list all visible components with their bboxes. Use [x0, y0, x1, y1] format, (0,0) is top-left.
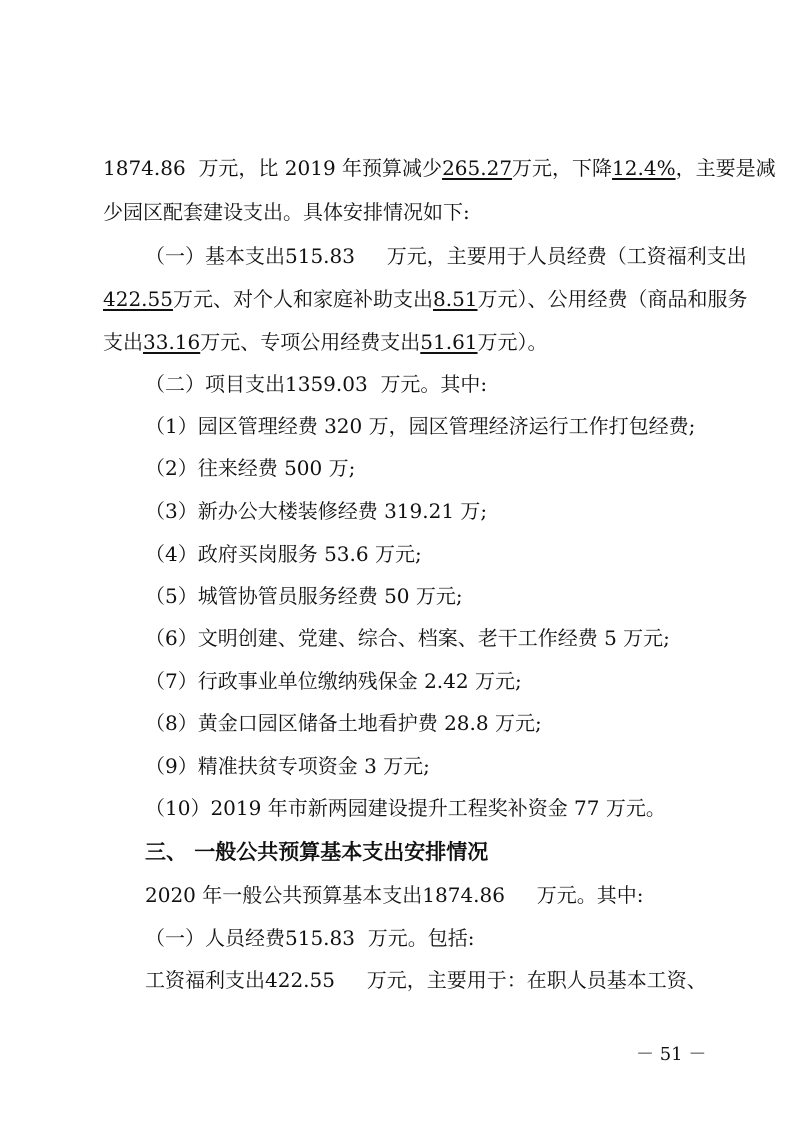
underlined-amount: 1874.86: [103, 156, 186, 180]
basic-expenditure-line: [145, 238, 793, 274]
underlined-amount: 515.83: [285, 244, 355, 268]
text-segment: 万元，主要用于人员经费（工资福利支出: [386, 244, 747, 268]
text-segment: 万元。包括:: [367, 926, 475, 950]
list-item: （10）2019 年市新两园建设提升工程奖补资金 77 万元。: [145, 796, 666, 820]
text-segment: 万元、专项公用经费支出: [200, 330, 421, 354]
text-segment: 万元）。: [477, 330, 548, 354]
list-item: （4）政府买岗服务 53.6 万元;: [145, 542, 422, 566]
project-expenditure-line: [145, 366, 793, 402]
page-number: － 51 －: [636, 1044, 707, 1065]
text-segment: （一）基本支出: [145, 244, 285, 268]
list-item: （6）文明创建、党建、综合、档案、老干工作经费 5 万元;: [145, 626, 670, 650]
underlined-amount: 422.55: [103, 287, 173, 311]
text-segment: 万元，主要用于：在职人员基本工资、: [366, 968, 707, 992]
section-heading: 三、 一般公共预算基本支出安排情况: [145, 840, 489, 864]
text-segment: 2020 年一般公共预算基本支出: [145, 883, 423, 907]
list-item: （2）往来经费 500 万;: [145, 456, 356, 480]
text-segment: ，主要是减: [675, 156, 776, 180]
personnel-expenditure-line: [145, 920, 793, 956]
paragraph-line-1: [103, 150, 793, 186]
list-item: （8）黄金口园区储备土地看护费 28.8 万元;: [145, 711, 542, 735]
underlined-amount: 1359.03: [285, 372, 368, 396]
basic-expenditure-total-line: [145, 877, 793, 913]
paragraph-line-2: 少园区配套建设支出。具体安排情况如下:: [103, 200, 470, 224]
paragraph-line-5: [103, 324, 793, 360]
underlined-amount: 265.27: [442, 156, 513, 180]
paragraph-line-4: [103, 281, 793, 317]
underlined-amount: 515.83: [285, 926, 355, 950]
text-segment: 万元。其中:: [536, 883, 644, 907]
text-segment: 万元）、公用经费（商品和服务: [477, 287, 748, 311]
list-item: （7）行政事业单位缴纳残保金 2.42 万元;: [145, 669, 522, 693]
text-segment: （一）人员经费: [145, 926, 285, 950]
underlined-percent: 12.4%: [612, 156, 676, 180]
underlined-amount: 51.61: [420, 330, 478, 354]
text-segment: （二）项目支出: [145, 372, 285, 396]
underlined-amount: 422.55: [265, 968, 335, 992]
text-segment: 工资福利支出: [145, 968, 265, 992]
list-item: （1）园区管理经费 320 万，园区管理经济运行工作打包经费;: [145, 414, 696, 438]
text-segment: 支出: [103, 330, 143, 354]
text-segment: 万元。其中:: [380, 372, 488, 396]
underlined-amount: 1874.86: [422, 883, 505, 907]
list-item: （9）精准扶贫专项资金 3 万元;: [145, 754, 430, 778]
text-segment: 万元、对个人和家庭补助支出: [172, 287, 433, 311]
list-item: （3）新办公大楼装修经费 319.21 万;: [145, 499, 488, 523]
salary-welfare-line: [145, 962, 793, 998]
underlined-amount: 33.16: [143, 330, 201, 354]
text-segment: 万元，下降: [512, 156, 613, 180]
list-item: （5）城管协管员服务经费 50 万元;: [145, 584, 463, 608]
underlined-amount: 8.51: [432, 287, 478, 311]
text-segment: 万元，比 2019 年预算减少: [198, 156, 443, 180]
